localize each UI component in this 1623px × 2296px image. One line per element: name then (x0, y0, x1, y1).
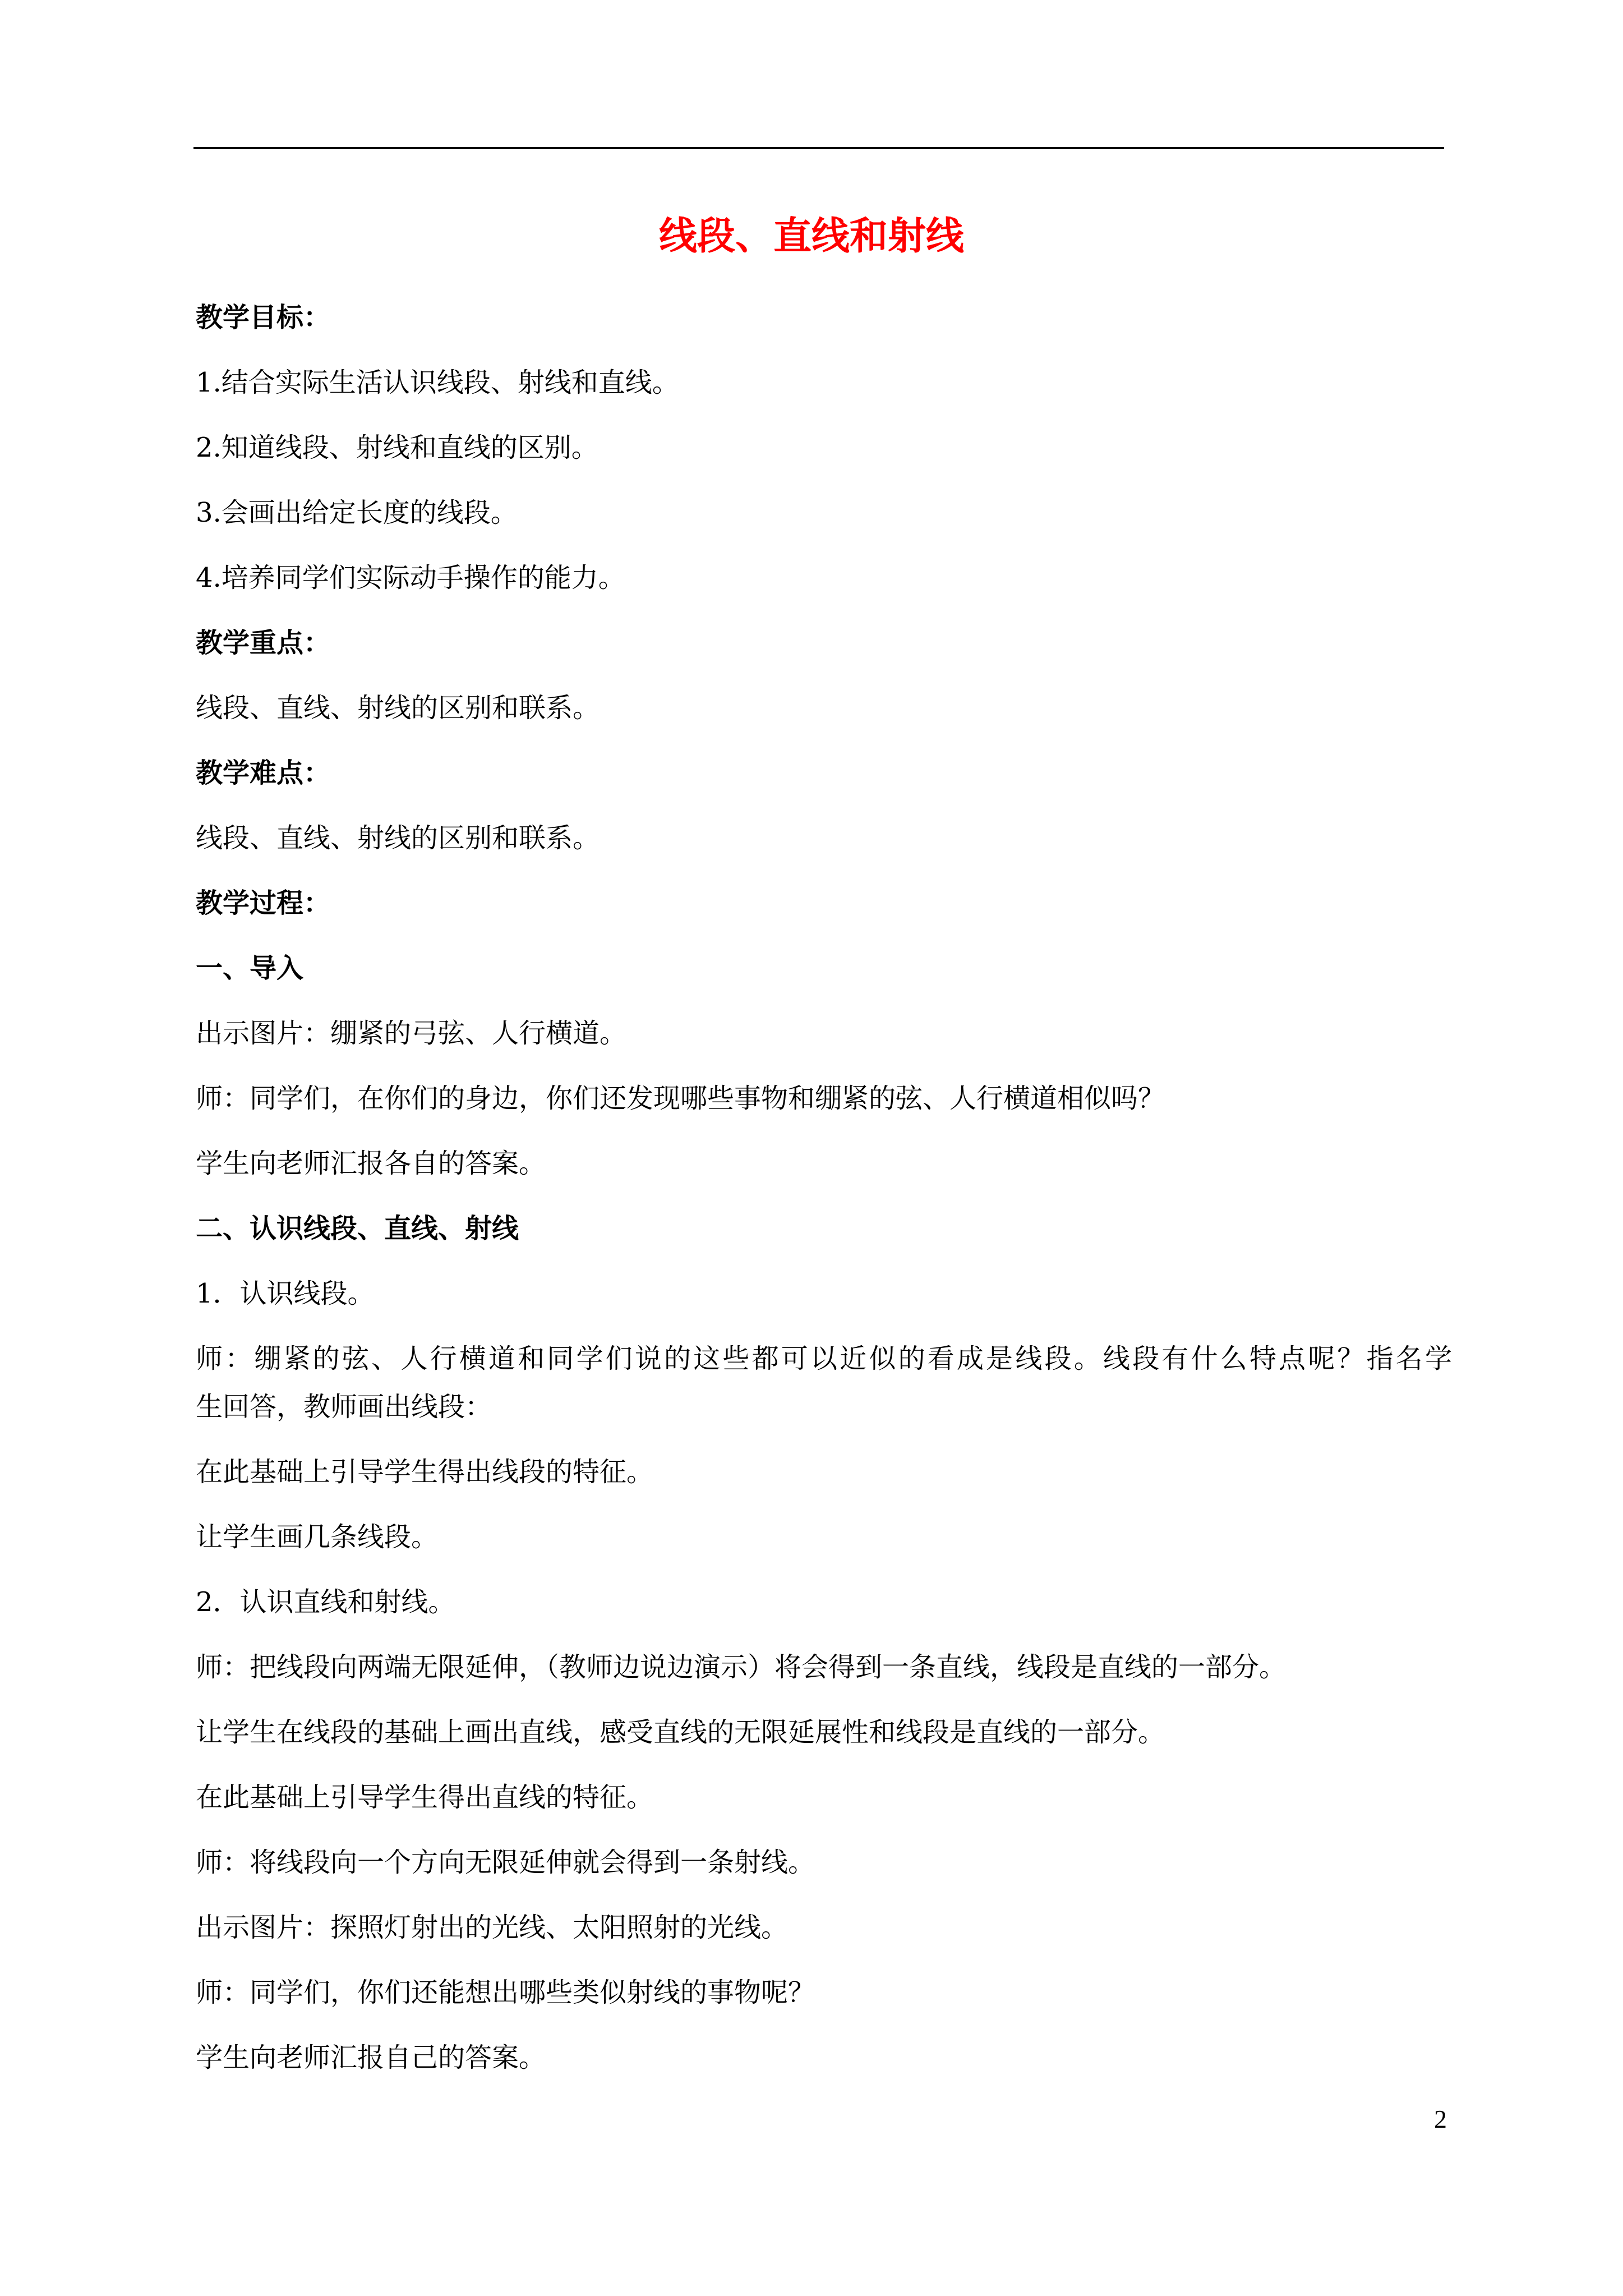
body-line: 1．认识线段。 (196, 1278, 375, 1309)
body-line: 二、认识线段、直线、射线 (196, 1213, 519, 1244)
page-number: 2 (1434, 2105, 1447, 2133)
body-line: 生回答，教师画出线段： (196, 1391, 492, 1423)
header-rule (193, 147, 1444, 149)
body-line: 让学生画几条线段。 (196, 1521, 439, 1553)
body-line: 1.结合实际生活认识线段、射线和直线。 (196, 367, 679, 398)
body-line: 在此基础上引导学生得出直线的特征。 (196, 1782, 654, 1813)
body-line: 2．认识直线和射线。 (196, 1586, 455, 1618)
body-line: 教学目标： (196, 302, 331, 333)
body-line: 让学生在线段的基础上画出直线，感受直线的无限延展性和线段是直线的一部分。 (196, 1717, 1165, 1748)
body-line: 师：把线段向两端无限延伸，（教师边说边演示）将会得到一条直线，线段是直线的一部分。 (196, 1651, 1287, 1683)
body-line: 4.培养同学们实际动手操作的能力。 (196, 562, 625, 593)
body-line: 学生向老师汇报各自的答案。 (196, 1148, 546, 1179)
body-line: 线段、直线、射线的区别和联系。 (196, 822, 600, 854)
body-line: 出示图片：探照灯射出的光线、太阳照射的光线。 (196, 1912, 789, 1943)
body-line: 出示图片：绷紧的弓弦、人行横道。 (196, 1018, 627, 1049)
body-line: 师：将线段向一个方向无限延伸就会得到一条射线。 (196, 1847, 815, 1878)
body-line: 教学重点： (196, 627, 331, 659)
body-line: 一、导入 (196, 953, 304, 984)
document-body (196, 297, 1452, 2102)
body-line: 线段、直线、射线的区别和联系。 (196, 692, 600, 724)
body-line: 在此基础上引导学生得出线段的特征。 (196, 1456, 654, 1488)
body-line: 3.会画出给定长度的线段。 (196, 497, 518, 528)
body-line: 教学难点： (196, 757, 331, 789)
body-line: 师：同学们，你们还能想出哪些类似射线的事物呢？ (196, 1977, 815, 2008)
body-line: 教学过程： (196, 887, 331, 919)
body-line: 师：绷紧的弦、人行横道和同学们说的这些都可以近似的看成是线段。线段有什么特点呢？指名学 (196, 1343, 1452, 1374)
document-title: 线段、直线和射线 (658, 214, 964, 259)
body-line: 2.知道线段、射线和直线的区别。 (196, 432, 598, 463)
body-line: 学生向老师汇报自己的答案。 (196, 2042, 546, 2073)
body-line: 师：同学们，在你们的身边，你们还发现哪些事物和绷紧的弦、人行横道相似吗？ (196, 1083, 1165, 1114)
